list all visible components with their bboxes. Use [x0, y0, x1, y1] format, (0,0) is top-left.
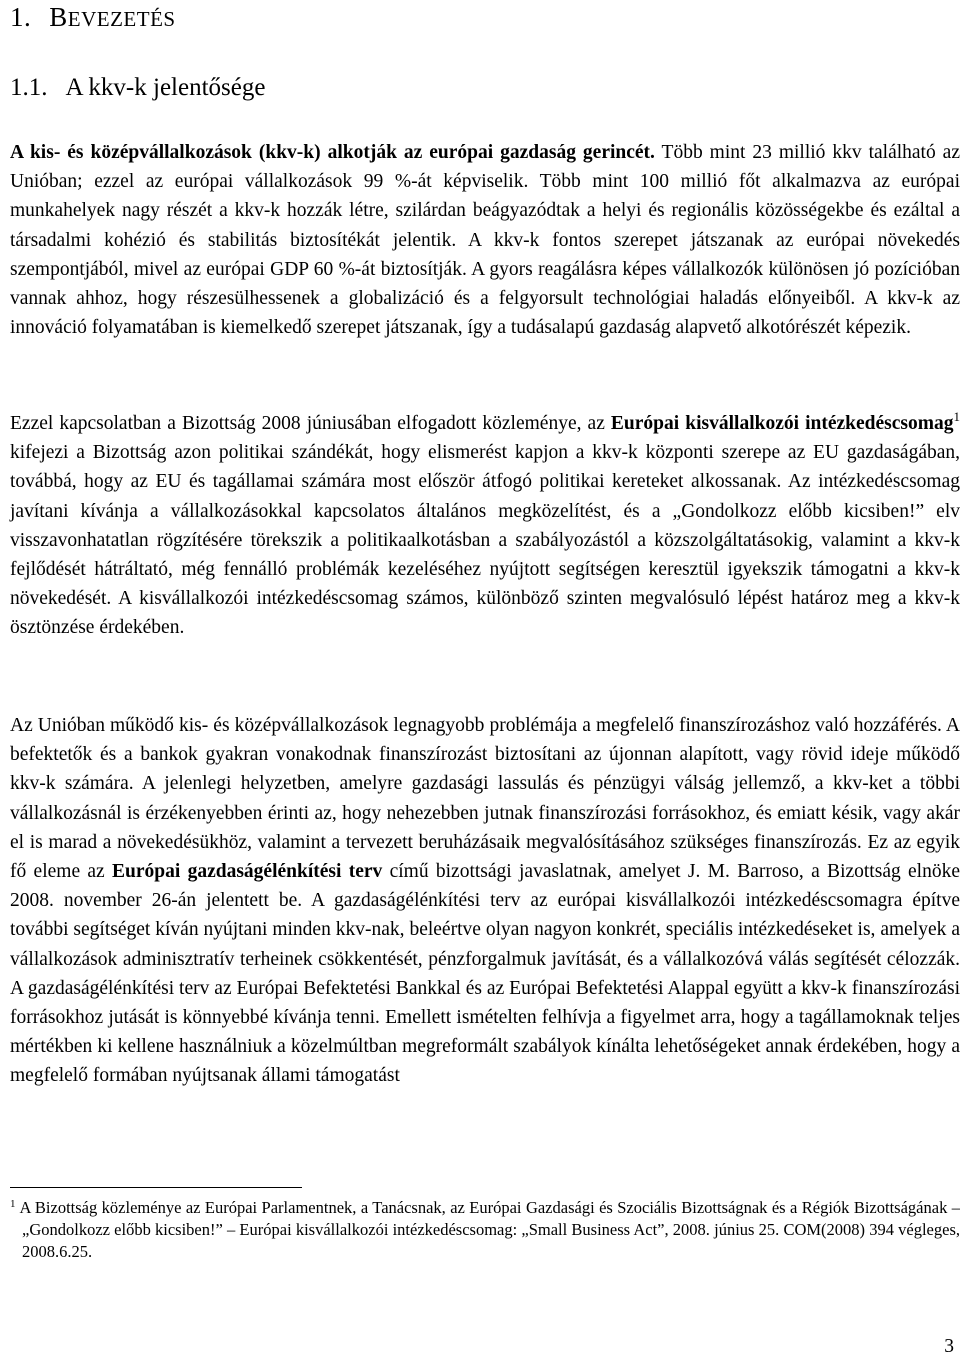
footnote-reference[interactable]: 1	[953, 409, 960, 424]
paragraph-3	[10, 711, 960, 1091]
paragraph-3-text-after: című bizottsági javaslatnak, amelyet J. M. Barroso, a Bizottság elnöke 2008. november 26-án jelentett be. A gazdaságélénkítési terv az európai kisvállalkozói intézkedéscsomagra építve további segítséget kíván nyújtani minden kkv-nak, beleértve olyan nagyon konkrét, speciális intézkedéseket is, amelyek a vállalkozások adminisztratív terheinek csökkentését, pénzforgalmuk javítását, és a vállalkozóvá válás segítését célozzák. A gazdaságélénkítési terv az Európai Befektetési Bankkal és az Európai Befektetési Alappal együtt a kkv-k finanszírozási forrásokhoz jutását is könnyebbé kívánja tenni. Emellett ismételten felhívja a figyelmet arra, hogy a tagállamoknak teljes mértékben ki kellene használniuk a közelmúltban megreformált szabályok kínálta lehetőségeket annak érdekében, hogy a megfelelő formában nyújtsanak állami támogatást	[10, 861, 960, 1087]
footnote	[10, 1197, 960, 1263]
paragraph-2-text-before: Ezzel kapcsolatban a Bizottság 2008 júniusában elfogadott közleménye, az	[10, 413, 611, 434]
footnote-text: A Bizottság közleménye az Európai Parlamentnek, a Tanácsnak, az Európai Gazdasági és Szociális Bizottságnak és a Régiók Bizottságának – „Gondolkozz előbb kicsiben!” – Európai kisvállalkozói intézkedéscsomag: „Small Business Act”, 2008. június 25. COM(2008) 394 végleges, 2008.6.25.	[19, 1198, 960, 1261]
section-title: A kkv-k jelentősége	[65, 74, 266, 101]
paragraph-2	[10, 409, 960, 643]
paragraph-2-text-after: kifejezi a Bizottság azon politikai szándékát, hogy elismerést kapjon a kkv-k központi szerepe az EU gazdaságában, továbbá, hogy az EU és tagállamai számára most először átfogó politikai kereteket alkossanak. Az intézkedéscsomag javítani kívánja a vállalkozásokkal kapcsolatos általános megközelítést, és a „Gondolkozz előbb kicsiben!” elv visszavonhatatlan rögzítésére törekszik a politikaalkotásban a szabályozástól a közszolgáltatásokig, valamint a kkv-k fejlődését hátráltató, még fennálló problémák kezeléséhez nyújtott segítségen keresztül igyekszik támogatni a kkv-k növekedését. A kisvállalkozói intézkedéscsomag számos, különböző szinten megvalósuló lépést határoz meg a kkv-k ösztönzése érdekében.	[10, 442, 960, 639]
footnote-divider	[10, 1187, 302, 1188]
chapter-number: 1.	[10, 2, 32, 32]
chapter-heading	[10, 2, 176, 33]
chapter-title-rest: EVEZETÉS	[67, 7, 176, 31]
page-number: 3	[944, 1336, 954, 1357]
section-number: 1.1.	[10, 74, 48, 101]
footnote-marker: 1	[10, 1198, 16, 1210]
paragraph-3-bold-term: Európai gazdaságélénkítési terv	[112, 861, 383, 883]
paragraph-1-text: Több mint 23 millió kkv található az Unióban; ezzel az európai vállalkozások 99 %-át képviselik. Több mint 100 millió főt alkalmazva az európai munkahelyek nagy részét a kkv-k hozzák létre, szilárdan beágyazódtak a helyi és regionális közösségekbe és ezáltal a társadalmi kohézió és stabilitás biztosítékát jelentik. A kkv-k fontos szerepet játszanak az európai növekedés szempontjából, mivel az európai GDP 60 %-át biztosítják. A gyors reagálásra képes vállalkozók különösen jó pozícióban vannak ahhoz, hogy részesülhessenek a globalizáció és a felgyorsult technológiai haladás előnyeiből. A kkv-k az innováció folyamatában is kiemelkedő szerepet játszanak, így a tudásalapú gazdaság alapvető alkotórészét képezik.	[10, 142, 960, 339]
section-heading	[10, 74, 265, 102]
chapter-title-initial: B	[49, 2, 68, 32]
paragraph-1	[10, 138, 960, 342]
paragraph-1-bold-lead: A kis- és középvállalkozások (kkv-k) alkotják az európai gazdaság gerincét.	[10, 142, 655, 163]
paragraph-2-bold-term: Európai kisvállalkozói intézkedéscsomag	[610, 413, 954, 434]
paragraph-3-text-before: Az Unióban működő kis- és középvállalkozások legnagyobb problémája a megfelelő finanszírozáshoz való hozzáférés. A befektetők és a bankok gyakran vonakodnak finanszírozást biztosítani az újonnan alapított, vagy rövid ideje működő kkv-k számára. A jelenlegi helyzetben, amelyre gazdasági lassulás és pénzügyi válság jellemző, a kkv-ket a többi vállalkozásnál is érzékenyebben érinti az, hogy nehezebben jutnak finanszírozási forrásokhoz, és emiatt késik, vagy akár el is marad a növekedésükhöz, valamint a tervezett beruházásaik megvalósításához szükséges finanszírozás. Ez az egyik fő eleme az	[10, 715, 960, 883]
